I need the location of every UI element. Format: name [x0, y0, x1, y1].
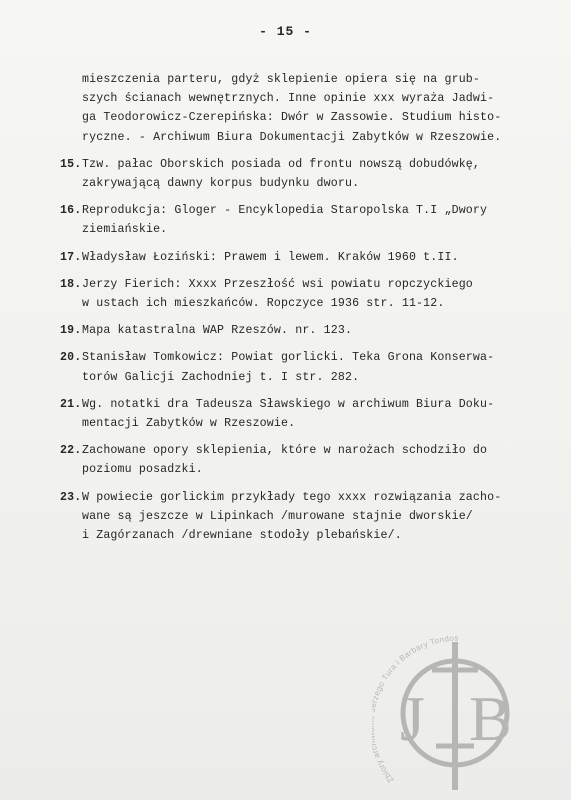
footnote-number: 18. [60, 277, 82, 291]
footnote-19 [60, 321, 560, 340]
footnote-line: Reprodukcja: Gloger - Encyklopedia Staropolska T.I „Dwory [82, 204, 488, 218]
footnote-line: i Zagórzanach /drewniane stodoły plebańskie/. [82, 529, 402, 543]
footnote-line: Wg. notatki dra Tadeusza Sławskiego w archiwum Biura Doku- [82, 397, 495, 411]
footnote-20 [60, 348, 560, 386]
intro-line: mieszczenia parteru, gdyż sklepienie opiera się na grub- [82, 73, 481, 86]
footnote-number: 20. [60, 351, 82, 365]
footnote-number: 19. [60, 324, 82, 338]
watermark-arc-text: Zbiory a ego Tura i Barbary Tondos [372, 633, 459, 785]
footnote-22 [60, 441, 560, 479]
footnote-line: ziemiańskie. [82, 223, 168, 237]
footnote-line: W powiecie gorlickim przykłady tego xxxx rozwiązania zacho- [82, 490, 502, 504]
footnote-15 [60, 155, 560, 193]
footnote-text [82, 441, 560, 479]
footnote-text [82, 348, 560, 386]
footnote-text [82, 155, 560, 193]
page-number: - 15 - [259, 24, 312, 39]
monogram-letter-right: B [469, 683, 512, 754]
footnote-line: Tzw. pałac Oborskich posiada od frontu nowszą dobudówkę, [82, 157, 481, 171]
intro-line: ga Teodorowicz-Czerepińska: Dwór w Zassowie. Studium histo- [82, 111, 502, 125]
footnote-line: Władysław Łoziński: Prawem i lewem. Kraków 1960 t.II. [82, 250, 459, 264]
footnote-text [82, 395, 560, 433]
footnote-text [82, 488, 560, 546]
footnote-18 [60, 275, 560, 313]
footnote-number: 16. [60, 204, 82, 218]
footnote-line: poziomu posadzki. [82, 463, 203, 477]
document-body [60, 70, 560, 553]
footnote-number: 23. [60, 490, 82, 504]
footnote-number: 21. [60, 397, 82, 411]
archive-watermark-logo [372, 630, 538, 796]
footnote-line: Stanisław Tomkowicz: Powiat gorlicki. Teka Grona Konserwa- [82, 351, 495, 365]
footnote-text [82, 321, 560, 340]
footnote-23 [60, 488, 560, 546]
intro-line: ryczne. - Archiwum Biura Dokumentacji Zabytków w Rzeszowie. [82, 130, 502, 144]
footnote-line: mentacji Zabytków w Rzeszowie. [82, 417, 296, 431]
footnote-line: w ustach ich mieszkańców. Ropczyce 1936 str. 11-12. [82, 297, 445, 311]
footnote-line: torów Galicji Zachodniej t. I str. 282. [82, 370, 360, 384]
footnote-line: Jerzy Fierich: Xxxx Przeszłość wsi powiatu ropczyckiego [82, 277, 473, 291]
footnote-line: wane są jeszcze w Lipinkach /murowane stajnie dworskie/ [82, 509, 473, 523]
monogram-seal-icon [372, 630, 538, 796]
intro-paragraph [60, 70, 560, 147]
footnote-17 [60, 248, 560, 267]
footnote-number: 17. [60, 250, 82, 264]
footnote-number: 15. [60, 157, 82, 171]
footnote-16 [60, 201, 560, 239]
intro-line: szych ścianach wewnętrznych. Inne opinie xxx wyraża Jadwi- [82, 92, 495, 106]
footnote-line: Mapa katastralna WAP Rzeszów. nr. 123. [82, 324, 353, 338]
footnote-text [82, 201, 560, 239]
footnote-21 [60, 395, 560, 433]
footnote-number: 22. [60, 444, 82, 458]
footnote-text [82, 248, 560, 267]
footnote-line: Zachowane opory sklepienia, które w narożach schodziło do [82, 444, 488, 458]
monogram-letter-left: J [400, 683, 425, 754]
footnote-text [82, 275, 560, 313]
footnote-line: zakrywającą dawny korpus budynku dworu. [82, 177, 360, 191]
